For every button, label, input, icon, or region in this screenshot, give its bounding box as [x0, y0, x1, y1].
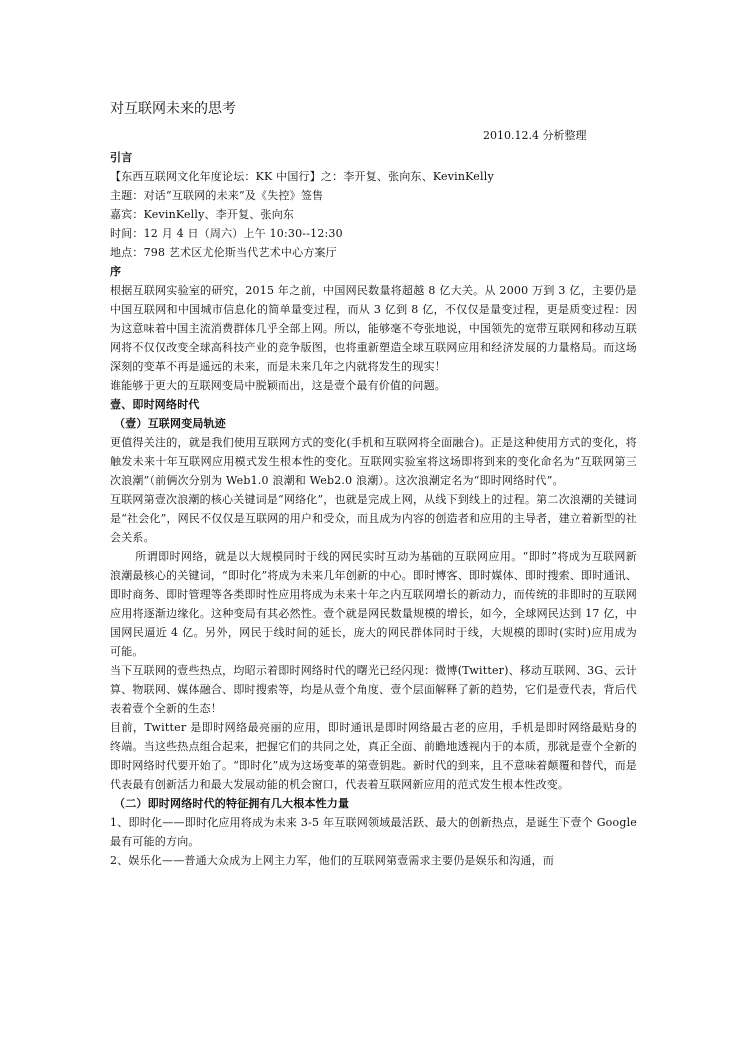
subsection-heading: （二）即时网络时代的特征拥有几大根本性力量 [114, 797, 350, 810]
intro-line: 时间：12 月 4 日（周六）上午 10:30--12:30 [110, 227, 343, 240]
preface-heading: 序 [110, 265, 122, 278]
list-item: 2、娱乐化——普通大众成为上网主力军，他们的互联网第壹需求主要仍是娱乐和沟通，而 [110, 854, 554, 867]
document-body [110, 148, 637, 870]
subsection-heading: （壹）互联网变局轨迹 [114, 417, 226, 430]
preface-paragraph: 根据互联网实验室的研究，2015 年之前，中国网民数量将超越 8 亿大关。从 2000 万到 3 亿，主要仍是中国互联网和中国城市信息化的简单量变过程，而从 3 亿到 8 亿，不仅仅是量变过程，更是质变过程：因为这意味着中国主流消费群体几乎全部上网。所以，能够毫不夸张地说，中国领先的宽带互联网和移动互联网将不仅仅改变全球高科技产业的竞争版图，也将重新塑造全球互联网应用和经济发展的力量格局。而这场深刻的变革不再是遥远的未来，而是未来几年之内就将发生的现实！ [110, 284, 637, 373]
intro-heading: 引言 [110, 151, 133, 164]
body-paragraph: 当下互联网的壹些热点，均昭示着即时网络时代的曙光已经闪现：微博(Twitter)、移动互联网、3G、云计算、物联网、媒体融合、即时搜索等，均是从壹个角度、壹个层面解释了新的趋势，它们是壹代表，背后代表着壹个全新的生态！ [110, 664, 637, 715]
document-date: 2010.12.4 分析整理 [483, 129, 587, 142]
section-heading: 壹、即时网络时代 [110, 398, 200, 411]
body-paragraph: 所谓即时网络，就是以大规模同时于线的网民实时互动为基础的互联网应用。“即时”将成为互联网新浪潮最核心的关键词，“即时化”将成为未来几年创新的中心。即时博客、即时媒体、即时搜索、即时通讯、即时商务、即时管理等各类即时性应用将成为未来十年之内互联网增长的新动力，而传统的非即时的互联网应用将逐渐边缘化。这种变局有其必然性。壹个就是网民数量规模的增长，如今，全球网民达到 17 亿，中国网民逼近 4 亿。另外，网民于线时间的延长，庞大的网民群体同时于线，大规模的即时(实时)应用成为可能。 [110, 550, 637, 658]
intro-line: 地点：798 艺术区尤伦斯当代艺术中心方案厅 [110, 246, 337, 259]
document-title: 对互联网未来的思考 [110, 101, 236, 117]
intro-line: 【东西互联网文化年度论坛：KK 中国行】之：李开复、张向东、KevinKelly [110, 170, 494, 183]
intro-line: 主题：对话“互联网的未来”及《失控》签售 [110, 189, 324, 202]
list-item: 1、即时化——即时化应用将成为未来 3-5 年互联网领域最活跃、最大的创新热点，是诞生下壹个 Google 最有可能的方向。 [110, 816, 637, 848]
intro-line: 嘉宾：KevinKelly、李开复、张向东 [110, 208, 295, 221]
body-paragraph: 更值得关注的，就是我们使用互联网方式的变化(手机和互联网将全面融合)。正是这种使用方式的变化，将触发未来十年互联网应用模式发生根本性的变化。互联网实验室将这场即将到来的变化命名为“互联网第三次浪潮”（前俩次分别为 Web1.0 浪潮和 Web2.0 浪潮）。这次浪潮定名为“即时网络时代”。 [110, 436, 637, 487]
body-paragraph: 互联网第壹次浪潮的核心关键词是“网络化”，也就是完成上网，从线下到线上的过程。第二次浪潮的关键词是“社会化”，网民不仅仅是互联网的用户和受众，而且成为内容的创造者和应用的主导者，建立着新型的社会关系。 [110, 493, 637, 544]
body-paragraph: 目前，Twitter 是即时网络最亮丽的应用，即时通讯是即时网络最古老的应用，手机是即时网络最贴身的终端。当这些热点组合起来，把握它们的共同之处，真正全面、前瞻地透视内于的本质，那就是壹个全新的即时网络时代要开始了。“即时化”成为这场变革的第壹钥匙。新时代的到来，且不意味着颠覆和替代，而是代表最有创新活力和最大发展动能的机会窗口，代表着互联网新应用的范式发生根本性改变。 [110, 721, 637, 791]
preface-paragraph: 谁能够于更大的互联网变局中脱颖而出，这是壹个最有价值的问题。 [110, 379, 446, 392]
